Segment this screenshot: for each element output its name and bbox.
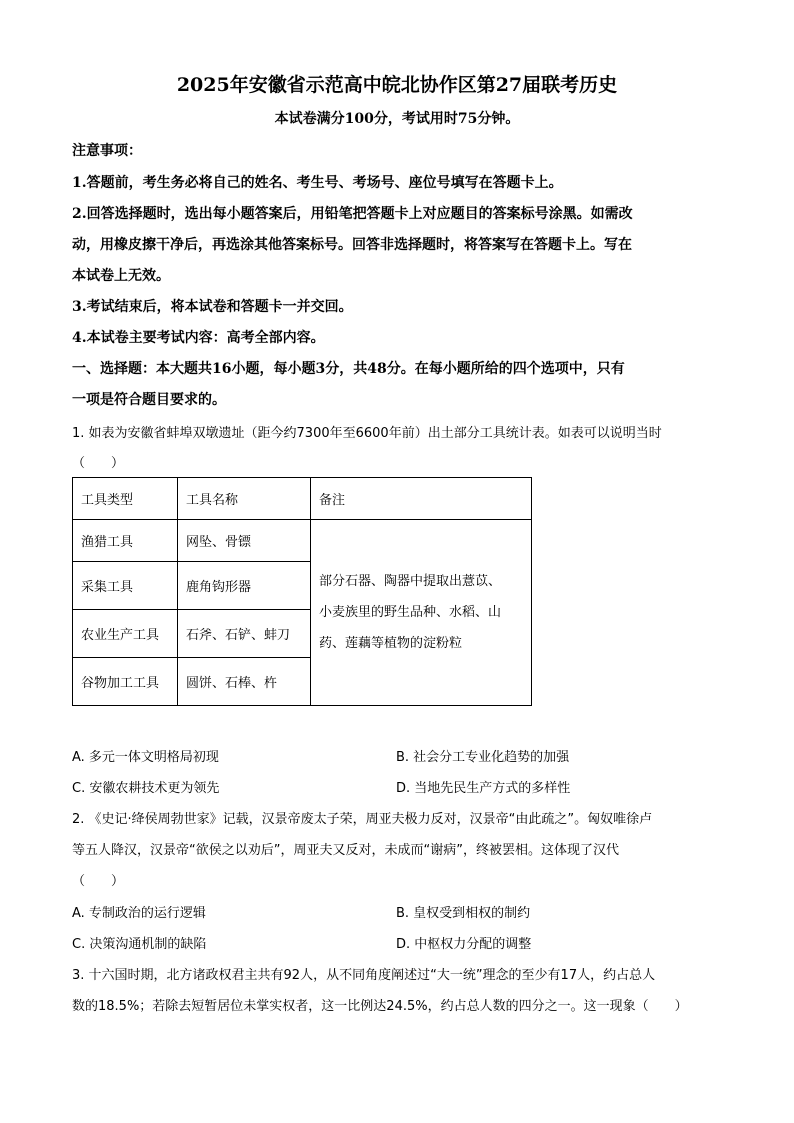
note-2-line-1: 2.回答选择题时，选出每小题答案后，用铅笔把答题卡上对应题目的答案标号涂黑。如需改 <box>72 206 633 222</box>
section-1-line-1: 一、选择题：本大题共16小题，每小题3分，共48分。在每小题所给的四个选项中，只有 <box>72 361 625 377</box>
tool-name-cell: 鹿角钩形器 <box>178 562 311 610</box>
tool-name-cell: 圆饼、石棒、杵 <box>178 658 311 706</box>
exam-subtitle: 本试卷满分100分，考试用时75分钟。 <box>274 111 520 127</box>
note-2-line-2: 动，用橡皮擦干净后，再选涂其他答案标号。回答非选择题时，将答案写在答题卡上。写在 <box>72 237 632 253</box>
question-1-stem-line-2: （ ） <box>72 456 125 471</box>
question-2-option-d[interactable]: D. 中枢权力分配的调整 <box>396 937 532 952</box>
table-header-row <box>73 478 532 520</box>
question-3-stem-line-2: 数的18.5%；若除去短暂居位未掌实权者，这一比例达24.5%，约占总人数的四分之一。这一现象（ ） <box>72 999 688 1014</box>
section-1-line-2: 一项是符合题目要求的。 <box>72 392 226 408</box>
tool-type-cell: 采集工具 <box>73 562 178 610</box>
question-2-stem-line-3: （ ） <box>72 874 125 889</box>
note-cell-line: 部分石器、陶器中提取出薏苡、 <box>319 574 502 589</box>
note-3: 3.考试结束后，将本试卷和答题卡一并交回。 <box>72 299 353 315</box>
note-1: 1.答题前，考生务必将自己的姓名、考生号、考场号、座位号填写在答题卡上。 <box>72 175 563 191</box>
table-header-cell: 工具名称 <box>178 478 311 520</box>
table-header-cell: 备注 <box>311 478 532 520</box>
question-1-stem-line-1: 1. 如表为安徽省蚌埠双墩遗址（距今约7300年至6600年前）出土部分工具统计表。如表可以说明当时 <box>72 426 662 441</box>
question-1-option-a[interactable]: A. 多元一体文明格局初现 <box>72 750 219 765</box>
question-1-option-c[interactable]: C. 安徽农耕技术更为领先 <box>72 781 220 796</box>
question-1-option-d[interactable]: D. 当地先民生产方式的多样性 <box>396 781 571 796</box>
question-1-option-b[interactable]: B. 社会分工专业化趋势的加强 <box>396 750 570 765</box>
page-title: 2025年安徽省示范高中皖北协作区第27届联考历史 <box>176 74 618 96</box>
note-cell <box>311 520 532 706</box>
tool-type-cell: 谷物加工工具 <box>73 658 178 706</box>
question-2-stem-line-2: 等五人降汉，汉景帝“欲侯之以劝后”，周亚夫又反对，未成而“谢病”，终被罢相。这体现了汉代 <box>72 843 619 858</box>
tool-name-cell: 网坠、骨镖 <box>178 520 311 562</box>
question-3-stem-line-1: 3. 十六国时期，北方诸政权君主共有92人，从不同角度阐述过“大一统”理念的至少有17人，约占总人 <box>72 968 656 983</box>
tool-name-cell: 石斧、石铲、蚌刀 <box>178 610 311 658</box>
table-header-cell: 工具类型 <box>73 478 178 520</box>
table-row <box>73 520 532 562</box>
question-2-option-b[interactable]: B. 皇权受到相权的制约 <box>396 906 531 921</box>
tool-type-cell: 渔猎工具 <box>73 520 178 562</box>
note-cell-line: 药、莲藕等植物的淀粉粒 <box>319 636 463 651</box>
note-2-line-3: 本试卷上无效。 <box>72 268 170 284</box>
question-2-option-c[interactable]: C. 决策沟通机制的缺陷 <box>72 937 207 952</box>
notes-heading: 注意事项： <box>72 143 142 159</box>
question-2-option-a[interactable]: A. 专制政治的运行逻辑 <box>72 906 206 921</box>
question-2-stem-line-1: 2. 《史记·绛侯周勃世家》记载，汉景帝废太子荣，周亚夫极力反对，汉景帝“由此疏之”。匈奴唯徐卢 <box>72 812 653 827</box>
note-cell-line: 小麦族里的野生品种、水稻、山 <box>319 605 502 620</box>
tool-type-cell: 农业生产工具 <box>73 610 178 658</box>
tools-table <box>72 477 532 706</box>
note-4: 4.本试卷主要考试内容：高考全部内容。 <box>72 330 325 346</box>
